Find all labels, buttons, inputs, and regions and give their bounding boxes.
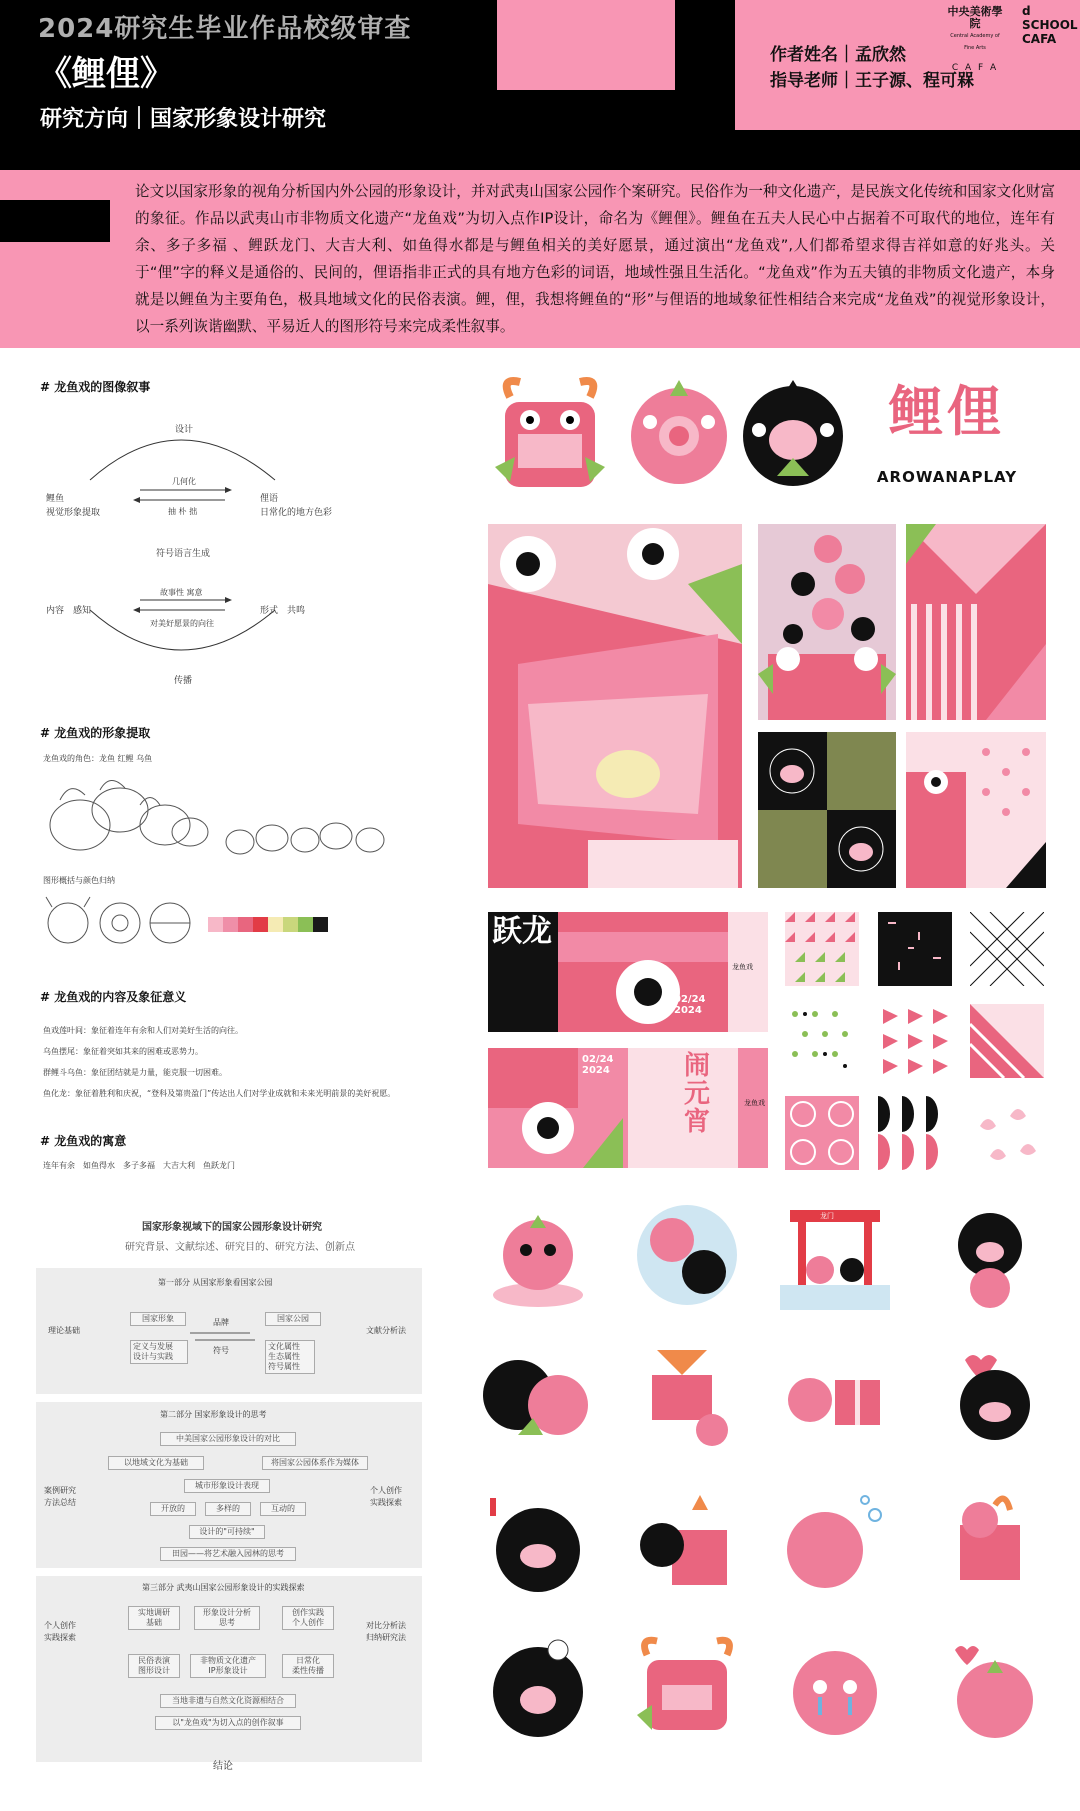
part3-box: 民俗表演 图形设计	[128, 1654, 180, 1678]
banner2-side: 龙鱼戏	[744, 1099, 765, 1107]
meaning-list	[43, 1020, 443, 1104]
pattern-tile	[970, 1004, 1044, 1078]
part1-arrows	[190, 1330, 255, 1344]
palette-swatch	[283, 917, 298, 932]
part2-box: 田园——将艺术融入园林的思考	[160, 1547, 296, 1561]
narrative-left2: 内容 感知	[46, 606, 92, 616]
part1-box-a: 国家形象	[130, 1312, 186, 1326]
meaning-item: 群鲤斗乌鱼：象征团结就是力量，能克服一切困难。	[43, 1068, 227, 1077]
part1-right: 文献分析法	[366, 1326, 406, 1335]
palette-swatch	[238, 917, 253, 932]
poster-large	[488, 524, 742, 888]
cafa-logo-sub: Central Academy of Fine Arts	[950, 33, 1000, 51]
part3-left: 个人创作 实践探索	[44, 1621, 76, 1642]
outline-title: 国家形象视域下的国家公园形象设计研究	[142, 1222, 322, 1233]
narrative-left-title: 鲤鱼	[46, 494, 65, 504]
meaning-title: # 龙鱼戏的内容及象征意义	[40, 990, 187, 1004]
poster-stripes	[906, 524, 1046, 720]
narrative-bottom-label: 传播	[174, 676, 193, 686]
narrative-top-label: 设计	[175, 425, 194, 435]
part3-box: 非物质文化遗产 IP形象设计	[190, 1654, 266, 1678]
sticker-gift-box	[632, 1335, 742, 1450]
wishes-title: # 龙鱼戏的寓意	[40, 1134, 127, 1148]
part1-arrow-bottom: 符号	[213, 1346, 229, 1355]
dschool-logo: d SCHOOL CAFA	[1022, 4, 1078, 46]
narrative-arrow2-bottom: 对美好愿景的向往	[150, 619, 214, 628]
part2-box: 将国家公园体系作为媒体	[262, 1456, 368, 1470]
sticker-water-fight	[632, 1200, 742, 1310]
credits	[770, 42, 974, 94]
narrative-arrow2-top: 故事性 寓意	[160, 588, 203, 597]
banner1-big: 跃龙	[492, 914, 552, 949]
narrative-arrow-top: 几何化	[172, 477, 196, 486]
sticker-angry-black	[478, 1630, 598, 1745]
part2-box: 开放的	[150, 1502, 196, 1516]
sticker-scared-fish	[935, 1200, 1045, 1310]
sticker-dragon-gate	[780, 1200, 890, 1310]
banner-leap	[488, 912, 768, 1032]
palette-swatch	[268, 917, 283, 932]
part1-box-b: 国家公园	[265, 1312, 321, 1326]
wordmark-cn: 鲤俚	[889, 380, 1005, 443]
part2-box: 设计的"可持续"	[189, 1525, 265, 1539]
part2-box: 多样的	[205, 1502, 251, 1516]
sticker-bubbles	[780, 1490, 890, 1600]
palette-swatch	[298, 917, 313, 932]
header-pink-block	[497, 0, 675, 90]
part2-box: 以地域文化为基础	[108, 1456, 204, 1470]
palette-swatch	[208, 917, 223, 932]
part2-box: 中美国家公园形象设计的对比	[160, 1432, 296, 1446]
banner1-side: 龙鱼戏	[732, 963, 753, 971]
banner2-date: 02/24 2024	[582, 1054, 614, 1076]
gate-sign: 龙门	[820, 1212, 834, 1220]
poster-pattern-pink	[906, 732, 1046, 888]
dragon-fish-character	[490, 372, 610, 492]
part1-left: 理论基础	[48, 1326, 80, 1335]
banner2-big: 闹元宵	[684, 1051, 711, 1137]
sticker-love	[935, 1340, 1045, 1450]
part2-title: 第二部分 国家形象设计的思考	[160, 1410, 267, 1419]
poster-pattern-black	[758, 732, 896, 888]
sticker-present	[780, 1340, 890, 1450]
abstract-text: 论文以国家形象的视角分析国内外公园的形象设计，并对武夷山国家公园作个案研究。民俗作为一种文化遗产，是民族文化传统和国家文化财富的象征。作品以武夷山市非物质文化遗产“龙鱼戏”为切入点作IP设计，命名为《鲤俚》。鲤鱼在五夫人民心中占据着不可取代的地位，连年有余、多子多福 、鲤跃龙门、大吉大利、如鱼得水都是与鲤鱼相关的美好愿景，通过演出“龙鱼戏”,人们都希望求得吉祥如意的好兆头。关于“俚”字的释义是通俗的、民间的，俚语指非正式的具有地方色彩的词语，地域性强且生活化。“龙鱼戏”作为五夫镇的非物质文化遗产，本身就是以鲤鱼为主要角色，极具地域文化的民俗表演。鲤，俚，我想将鲤鱼的“形”与俚语的地域象征性相结合来完成“龙鱼戏”的视觉形象设计，以一系列诙谐幽默、平易近人的图形符号来完成柔性叙事。	[135, 183, 1055, 335]
pattern-tile	[785, 1004, 859, 1078]
narrative-right-sub: 日常化的地方色彩	[260, 508, 333, 518]
pattern-tile	[785, 1096, 859, 1170]
pattern-tile	[970, 912, 1044, 986]
abstract-black-tab	[0, 200, 110, 242]
sticker-alarmed	[478, 1490, 598, 1600]
part3-box: 形象设计分析 思考	[194, 1606, 260, 1630]
sticker-lotus-fish	[488, 1200, 588, 1310]
poster-juggle	[758, 524, 896, 720]
sticker-dragon-cheer	[632, 1630, 742, 1745]
work-title: 《鲤俚》	[38, 54, 174, 94]
cafa-logo	[945, 6, 1005, 74]
pattern-tile	[878, 1096, 952, 1170]
red-carp-character	[622, 378, 737, 488]
palette-swatch	[223, 917, 238, 932]
part1-box-c: 定义与发展 设计与实践	[130, 1340, 188, 1364]
header-black-notch	[675, 0, 735, 55]
palette-swatch	[253, 917, 268, 932]
pattern-tile	[785, 912, 859, 986]
part2-left: 案例研究 方法总结	[44, 1486, 76, 1507]
palette-swatch	[313, 917, 328, 932]
color-palette	[208, 917, 328, 936]
extraction-title: # 龙鱼戏的形象提取	[40, 726, 151, 740]
part3-box: 以"龙鱼戏"为切入点的创作叙事	[155, 1716, 301, 1730]
meaning-item: 鱼化龙：象征着胜利和庆祝，“登科及第贵盈门”传达出人们对学业成就和未来光明前景的美好祝愿。	[43, 1089, 396, 1098]
banner1-date: 02/24 2024	[674, 994, 706, 1016]
research-direction: 研究方向｜国家形象设计研究	[40, 107, 327, 132]
part3-box: 日常化 柔性传播	[282, 1654, 334, 1678]
narrative-right-title: 俚语	[260, 494, 279, 504]
extraction-summary: 图形概括与颜色归纳	[43, 876, 115, 885]
banner-lantern	[488, 1048, 768, 1168]
sticker-box-pop	[632, 1490, 742, 1600]
narrative-left-sub: 视觉形象提取	[46, 508, 101, 518]
pattern-tile	[878, 1004, 952, 1078]
author-name: 作者姓名｜孟欣然	[770, 45, 906, 65]
part3-box: 创作实践 个人创作	[282, 1606, 334, 1630]
pattern-tile	[878, 912, 952, 986]
black-fish-character	[737, 378, 849, 490]
part2-box: 城市形象设计表现	[184, 1479, 270, 1493]
part1-arrow-top: 品牌	[213, 1318, 229, 1327]
narrative-arrow-bottom: 抽 朴 拙	[168, 507, 198, 516]
cafa-logo-letters: C A F A	[951, 63, 999, 73]
sticker-crying-fish	[780, 1635, 890, 1745]
extraction-roles: 龙鱼戏的角色：龙鱼 红鲤 乌鱼	[43, 754, 153, 763]
outline-conclusion: 结论	[213, 1761, 233, 1772]
part3-title: 第三部分 武夷山国家公园形象设计的实践探索	[142, 1583, 305, 1592]
part2-right: 个人创作 实践探索	[370, 1486, 402, 1507]
part3-box: 实地调研 基础	[128, 1606, 180, 1630]
outline-subtitle: 研究背景、文献综述、研究目的、研究方法、创新点	[125, 1242, 355, 1253]
wishes-text: 连年有余 如鱼得水 多子多福 大吉大利 鱼跃龙门	[43, 1161, 235, 1170]
advisor-names: 指导老师｜王子源、程可槑	[770, 71, 974, 91]
part3-right: 对比分析法 归纳研究法	[366, 1621, 406, 1642]
sketch-drawings	[40, 770, 400, 870]
sticker-box-peek	[935, 1490, 1045, 1600]
review-title: 2024研究生毕业作品校级审查	[38, 14, 412, 44]
sticker-heart-fish	[935, 1635, 1045, 1745]
sticker-hug	[478, 1340, 598, 1450]
narrative-right2: 形式 共鸣	[260, 606, 306, 616]
cafa-logo-cn: 中央美術學院	[947, 5, 1003, 30]
pattern-tile	[970, 1096, 1044, 1170]
meaning-item: 鱼戏莲叶间：象征着连年有余和人们对美好生活的向往。	[43, 1026, 243, 1035]
narrative-title: # 龙鱼戏的图像叙事	[40, 380, 151, 394]
narrative-middle: 符号语言生成	[156, 549, 211, 559]
meaning-item: 乌鱼摆尾：象征着突如其来的困难或恶势力。	[43, 1047, 203, 1056]
part1-box-d: 文化属性 生态属性 符号属性	[265, 1340, 315, 1374]
part1-title: 第一部分 从国家形象看国家公园	[158, 1278, 273, 1287]
simplified-shapes	[40, 895, 200, 950]
wordmark-en: AROWANAPLAY	[876, 468, 1018, 486]
part3-box: 当地非遗与自然文化资源相结合	[160, 1694, 296, 1708]
part2-box: 互动的	[260, 1502, 306, 1516]
